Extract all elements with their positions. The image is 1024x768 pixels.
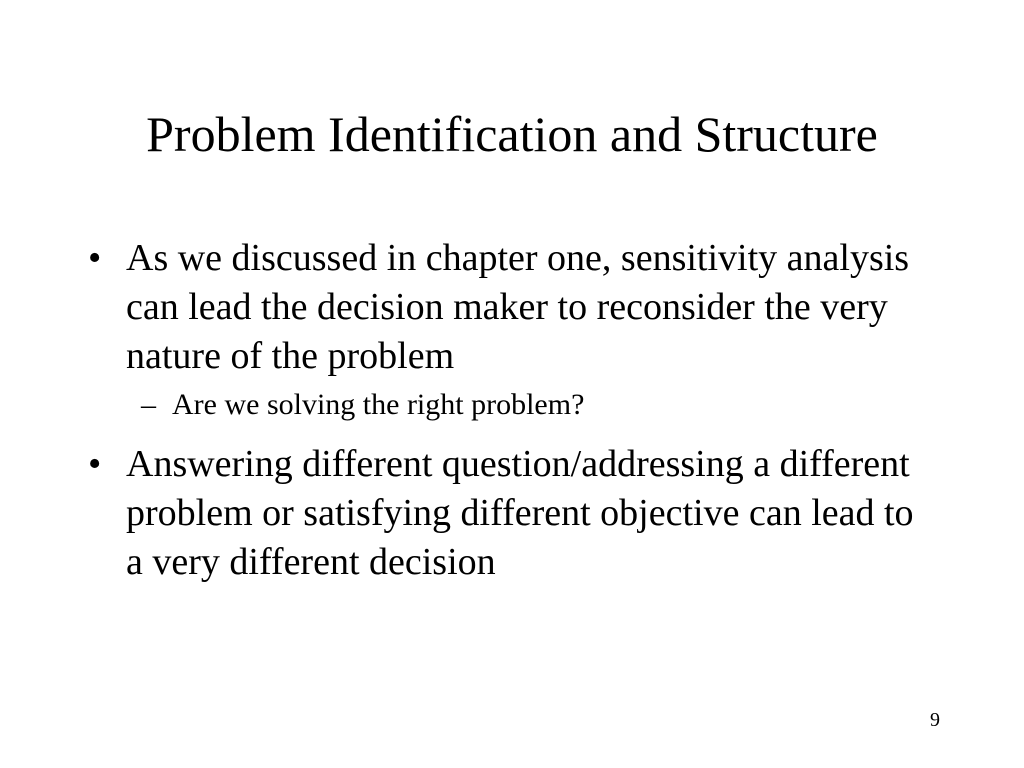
sub-bullet-marker: – xyxy=(141,388,156,421)
bullet-marker: • xyxy=(88,443,102,485)
bullet-text: As we discussed in chapter one, sensitivity analysis can lead the decision maker to reconsider the very nature of the problem xyxy=(126,237,910,377)
sub-bullet-text: Are we solving the right problem? xyxy=(172,388,585,421)
page-number: 9 xyxy=(930,709,940,731)
slide-title: Problem Identification and Structure xyxy=(146,106,878,162)
bullet-item xyxy=(86,440,936,587)
slide-content xyxy=(86,234,936,587)
bullet-text: Answering different question/addressing a different problem or satisfying different objective can lead to a very different decision xyxy=(126,443,914,583)
sub-bullet-item xyxy=(86,385,936,425)
bullet-item xyxy=(86,234,936,381)
bullet-marker: • xyxy=(88,237,102,279)
